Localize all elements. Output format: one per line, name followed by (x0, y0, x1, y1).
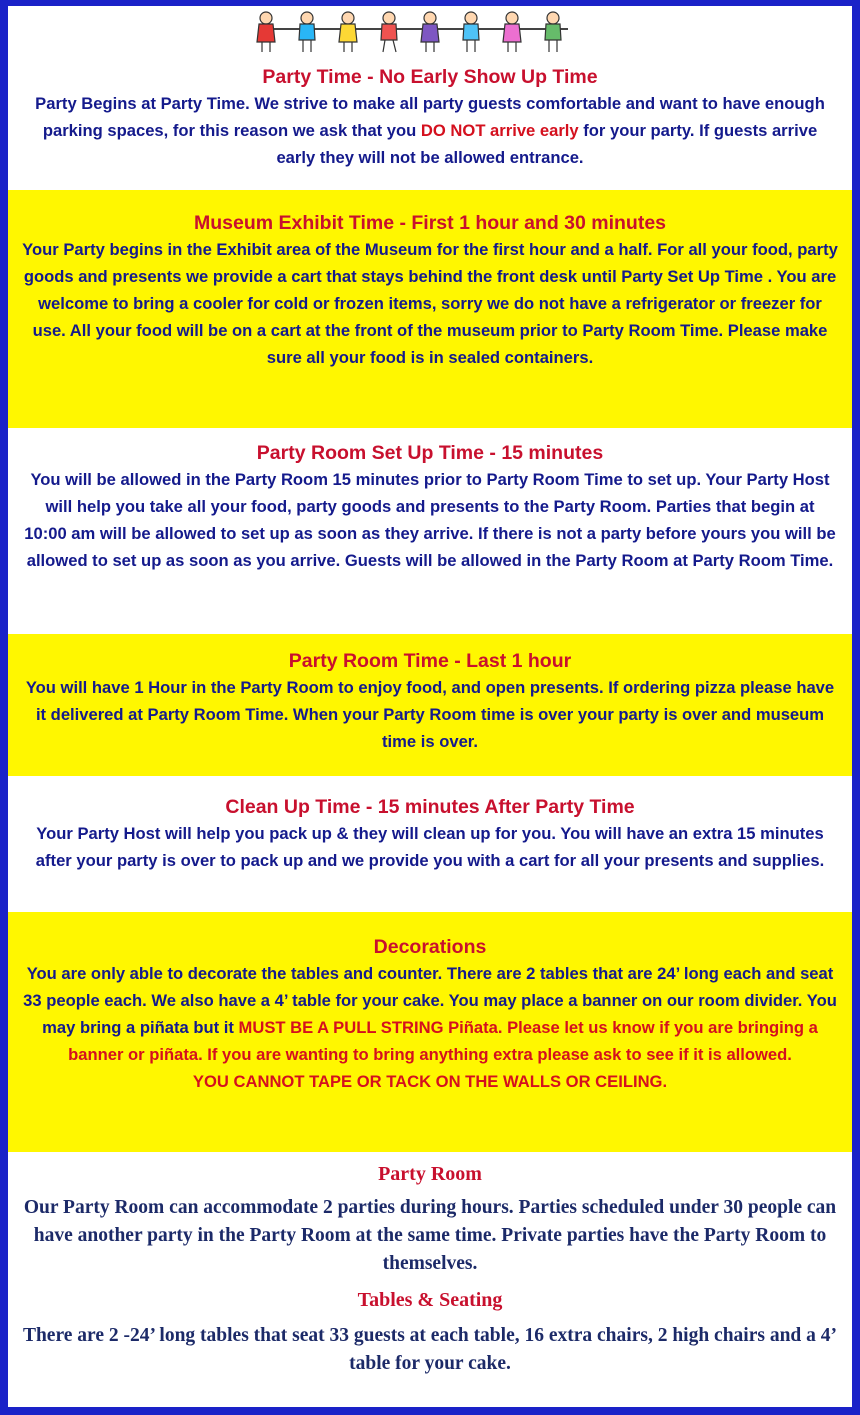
clean-up-title: Clean Up Time - 15 minutes After Party Time (225, 796, 635, 818)
party-time-title: Party Time - No Early Show Up Time (262, 66, 598, 88)
do-not-arrive-early-text: DO NOT arrive early (420, 121, 579, 140)
clean-up-section (8, 776, 852, 912)
party-room-title: Party Room (378, 1163, 482, 1185)
party-room-text: Our Party Room can accommodate 2 parties during hours. Parties scheduled under 30 people can have another party in the Party Room at the same time. Private parties have the Party Room to themselves. (23, 1197, 837, 1274)
decorations-section (8, 912, 852, 1152)
clean-up-text: Your Party Host will help you pack up & they will clean up for you. You will have an extra 15 minutes after your party is over to pack up and we provide you with a cart for all your presents and supplies. (35, 824, 825, 870)
party-room-setup-text: You will be allowed in the Party Room 15 minutes prior to Party Room Time to set up. Your Party Host will help you take all your food, party goods and presents to the Party Room. Parties that begin at 10:00 am will be allowed to set up as soon as they arrive. If there is not a party before yours you will be allowed to set up as soon as you arrive. Guests will be allowed in the Party Room at Party Room Time. (24, 470, 836, 570)
party-room-info-section (8, 1152, 852, 1415)
decorations-text: You are only able to decorate the tables and counter. There are 2 tables that are 24’ long each and seat 33 people each. We also have a 4’ table for your cake. You may place a banner on our room divider. You may bring a piñata but it MUST BE A PULL STRING Piñata. Please let us know if you are bringing a banner or piñata. If you are wanting to bring anything extra please ask to see if it is allowed. YOU CANNOT TAPE OR TACK ON THE WALLS OR CEILING. (23, 964, 837, 1091)
tables-seating-title: Tables & Seating (357, 1289, 503, 1311)
party-time-text: Party Begins at Party Time. We strive to make all party guests comfortable and want to have enough parking spaces, for this reason we ask that you DO NOT arrive early for your party. If guests arrive early they will not be allowed entrance. (35, 94, 825, 167)
museum-exhibit-section (8, 190, 852, 428)
museum-exhibit-text: Your Party begins in the Exhibit area of the Museum for the first hour and a half. For all your food, party goods and presents we provide a cart that stays behind the front desk until Party Set Up Time . You are welcome to bring a cooler for cold or frozen items, sorry we do not have a refrigerator or freezer for use. All your food will be on a cart at the front of the museum prior to Party Room Time. Please make sure all your food is in sealed containers. (22, 240, 838, 367)
tables-seating-text: There are 2 -24’ long tables that seat 33 guests at each table, 16 extra chairs, 2 high chairs and a 4’ table for your cake. (22, 1325, 838, 1374)
decorations-title: Decorations (373, 936, 487, 958)
party-time-section (8, 58, 852, 190)
kids-holding-hands-icon (252, 8, 582, 54)
party-room-setup-section (8, 428, 852, 634)
museum-exhibit-title: Museum Exhibit Time - First 1 hour and 30 minutes (193, 212, 667, 234)
pull-string-warning-text: MUST BE A PULL STRING Piñata. Please let us know if you are bringing a banner or piñata. If you are wanting to bring anything extra please ask to see if it is allowed. (68, 1018, 818, 1064)
party-room-time-section (8, 634, 852, 776)
no-tape-warning-text: YOU CANNOT TAPE OR TACK ON THE WALLS OR CEILING. (192, 1072, 668, 1091)
party-room-time-title: Party Room Time - Last 1 hour (288, 650, 572, 672)
party-room-time-text: You will have 1 Hour in the Party Room to enjoy food, and open presents. If ordering pizza please have it delivered at Party Room Time. When your Party Room time is over your party is over and museum time is over. (25, 678, 835, 751)
party-room-setup-title: Party Room Set Up Time - 15 minutes (256, 442, 604, 464)
